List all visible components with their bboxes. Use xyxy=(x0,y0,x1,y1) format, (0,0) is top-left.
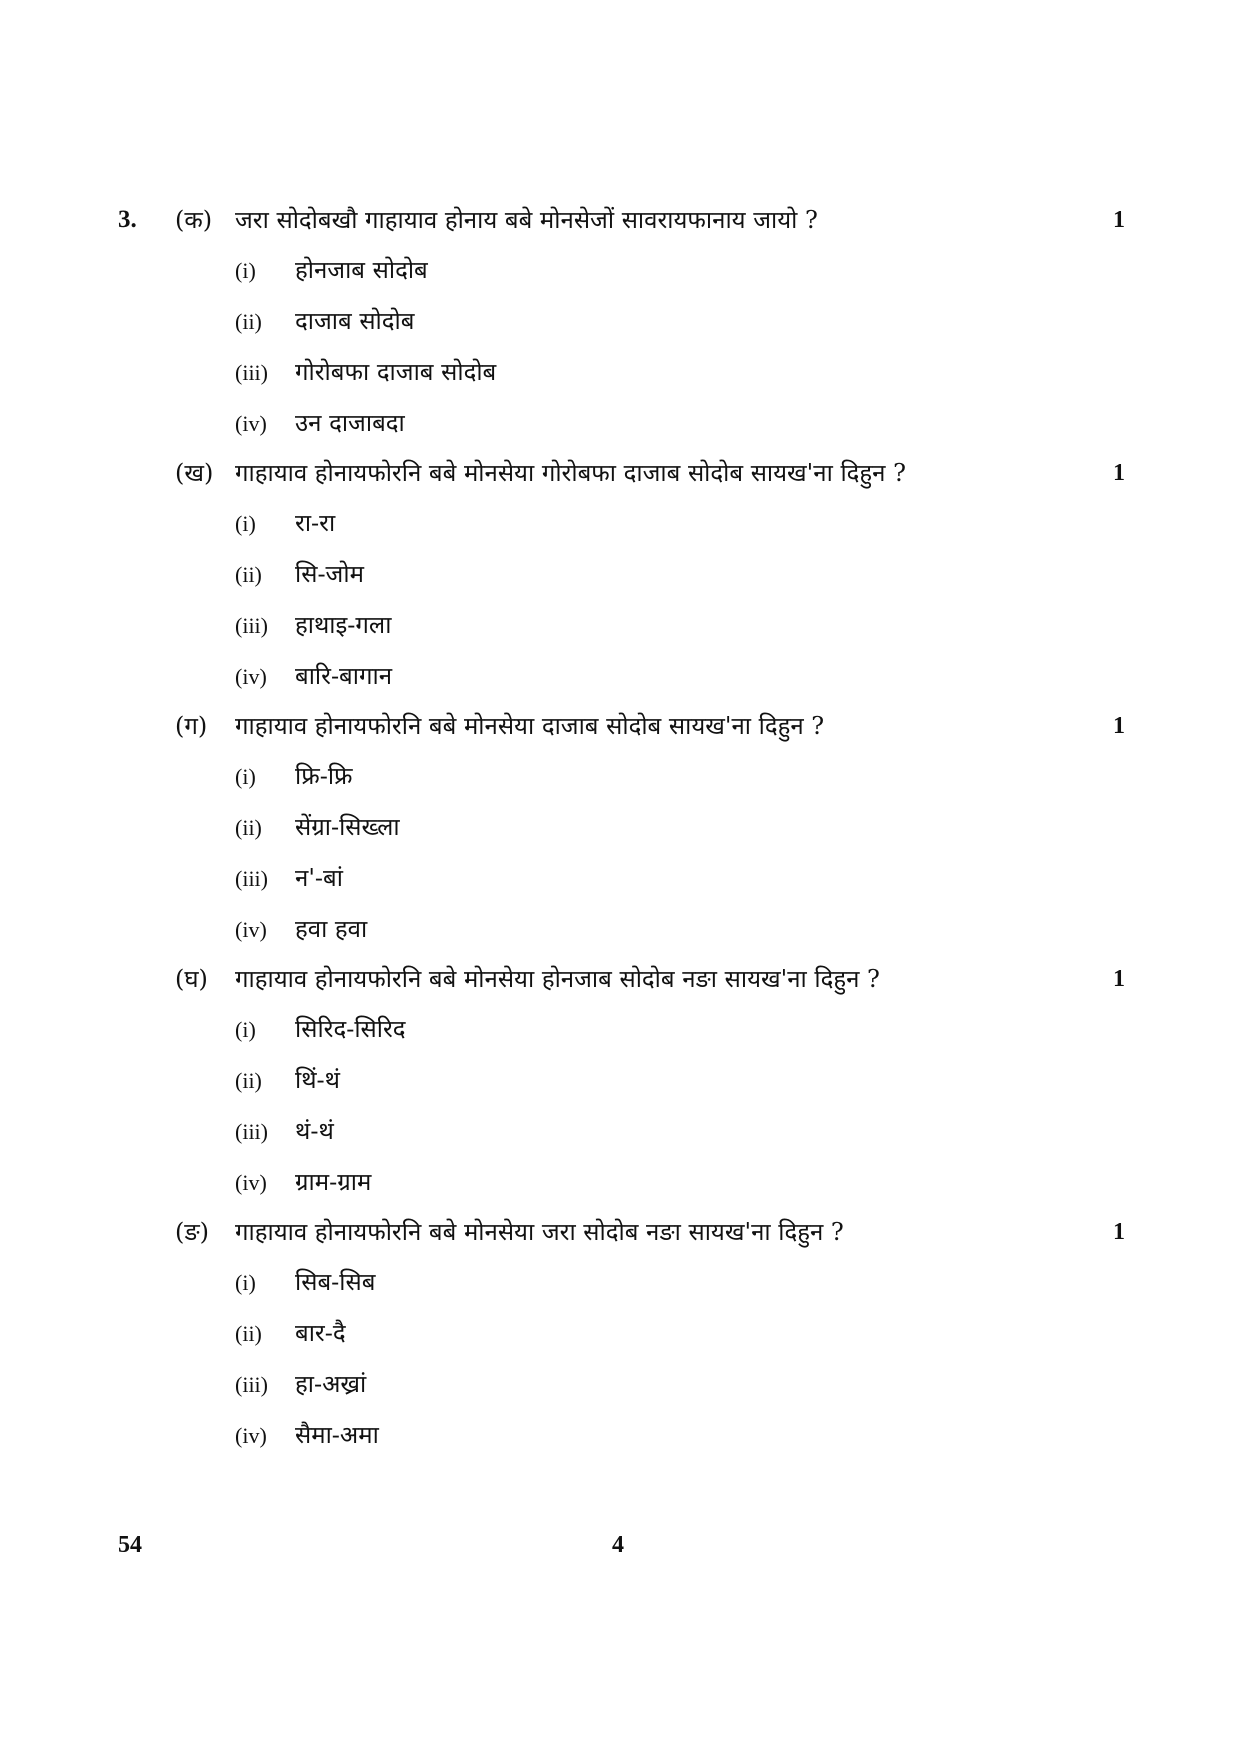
option xyxy=(235,505,335,541)
subquestion-stem xyxy=(175,202,818,238)
option-number: (iii) xyxy=(235,613,268,638)
option-text: रा-रा xyxy=(295,509,336,537)
subquestion-nga xyxy=(175,1214,1125,1466)
option-number: (i) xyxy=(235,258,256,283)
option-text: न'-बां xyxy=(295,864,343,892)
option xyxy=(235,556,364,592)
option-number: (ii) xyxy=(235,1321,262,1346)
option-number: (iv) xyxy=(235,411,267,436)
option-text: फ्रि-फ्रि xyxy=(295,762,353,790)
option xyxy=(235,607,391,643)
option-number: (i) xyxy=(235,764,256,789)
marks: 1 xyxy=(1113,207,1125,233)
subquestion-ga xyxy=(175,708,1125,960)
option-number: (ii) xyxy=(235,815,262,840)
subquestion-text: गाहायाव होनायफोरनि बबे मोनसेया जरा सोदोब नङा सायख'ना दिहुन ? xyxy=(235,1218,844,1246)
option xyxy=(235,354,496,390)
option-text: सिरिद-सिरिद xyxy=(295,1015,406,1043)
option-number: (iv) xyxy=(235,664,267,689)
option-number: (ii) xyxy=(235,562,262,587)
option xyxy=(235,405,405,441)
option-number: (iii) xyxy=(235,866,268,891)
subquestion-label: (ख) xyxy=(175,459,214,487)
question-number: 3. xyxy=(118,206,137,233)
option-text: बार-दै xyxy=(295,1319,346,1347)
subquestion-label: (घ) xyxy=(175,965,208,993)
subquestion-stem xyxy=(175,455,906,491)
subquestion-text: जरा सोदोबखौ गाहायाव होनाय बबे मोनसेजों सावरायफानाय जायो ? xyxy=(235,206,818,234)
subquestion-text: गाहायाव होनायफोरनि बबे मोनसेया गोरोबफा दाजाब सोदोब सायख'ना दिहुन ? xyxy=(235,459,906,487)
option xyxy=(235,1113,334,1149)
option-text: थं-थं xyxy=(295,1117,334,1145)
option-text: सैमा-अमा xyxy=(295,1421,379,1449)
option-text: होनजाब सोदोब xyxy=(295,256,428,284)
option-number: (ii) xyxy=(235,1068,262,1093)
option xyxy=(235,252,428,288)
page-number: 4 xyxy=(612,1532,624,1558)
option xyxy=(235,658,392,694)
option-text: ग्राम-ग्राम xyxy=(295,1168,372,1196)
option-number: (iv) xyxy=(235,917,267,942)
option xyxy=(235,1315,346,1351)
option-number: (ii) xyxy=(235,309,262,334)
option-text: बारि-बागान xyxy=(295,662,393,690)
subquestion-kha xyxy=(175,455,1125,707)
subquestion-text: गाहायाव होनायफोरनि बबे मोनसेया होनजाब सोदोब नङा सायख'ना दिहुन ? xyxy=(235,965,880,993)
subquestion-label: (ग) xyxy=(175,712,208,740)
option-number: (iii) xyxy=(235,1119,268,1144)
option-number: (i) xyxy=(235,1270,256,1295)
option-text: थिं-थं xyxy=(295,1066,340,1094)
subquestion-text: गाहायाव होनायफोरनि बबे मोनसेया दाजाब सोदोब सायख'ना दिहुन ? xyxy=(235,712,825,740)
option xyxy=(235,303,414,339)
option-number: (iii) xyxy=(235,360,268,385)
option-number: (i) xyxy=(235,511,256,536)
option-number: (iv) xyxy=(235,1170,267,1195)
option xyxy=(235,1164,371,1200)
subquestion-stem xyxy=(175,1214,844,1250)
subquestion-stem xyxy=(175,961,880,997)
option-text: हवा हवा xyxy=(295,915,368,943)
subquestion-stem xyxy=(175,708,824,744)
marks: 1 xyxy=(1113,713,1125,739)
option xyxy=(235,809,400,845)
option-text: सेंग्रा-सिख्ला xyxy=(295,813,400,841)
option-text: दाजाब सोदोब xyxy=(295,307,415,335)
option-number: (iv) xyxy=(235,1423,267,1448)
option-text: सि-जोम xyxy=(295,560,364,588)
option xyxy=(235,1264,375,1300)
option xyxy=(235,758,353,794)
option xyxy=(235,1011,406,1047)
option xyxy=(235,1366,366,1402)
subquestion-label: (ङ) xyxy=(175,1218,210,1246)
option xyxy=(235,911,367,947)
option-text: हाथाइ-गला xyxy=(295,611,392,639)
marks: 1 xyxy=(1113,1219,1125,1245)
paper-code: 54 xyxy=(118,1532,142,1558)
option-number: (iii) xyxy=(235,1372,268,1397)
option xyxy=(235,860,343,896)
option xyxy=(235,1417,379,1453)
option-text: गोरोबफा दाजाब सोदोब xyxy=(295,358,497,386)
subquestion-ka xyxy=(175,202,1125,454)
marks: 1 xyxy=(1113,966,1125,992)
option-text: उन दाजाबदा xyxy=(295,409,405,437)
option-number: (i) xyxy=(235,1017,256,1042)
subquestion-gha xyxy=(175,961,1125,1213)
option xyxy=(235,1062,340,1098)
option-text: सिब-सिब xyxy=(295,1268,376,1296)
option-text: हा-अख्रां xyxy=(295,1370,367,1398)
subquestion-label: (क) xyxy=(175,206,213,234)
marks: 1 xyxy=(1113,460,1125,486)
